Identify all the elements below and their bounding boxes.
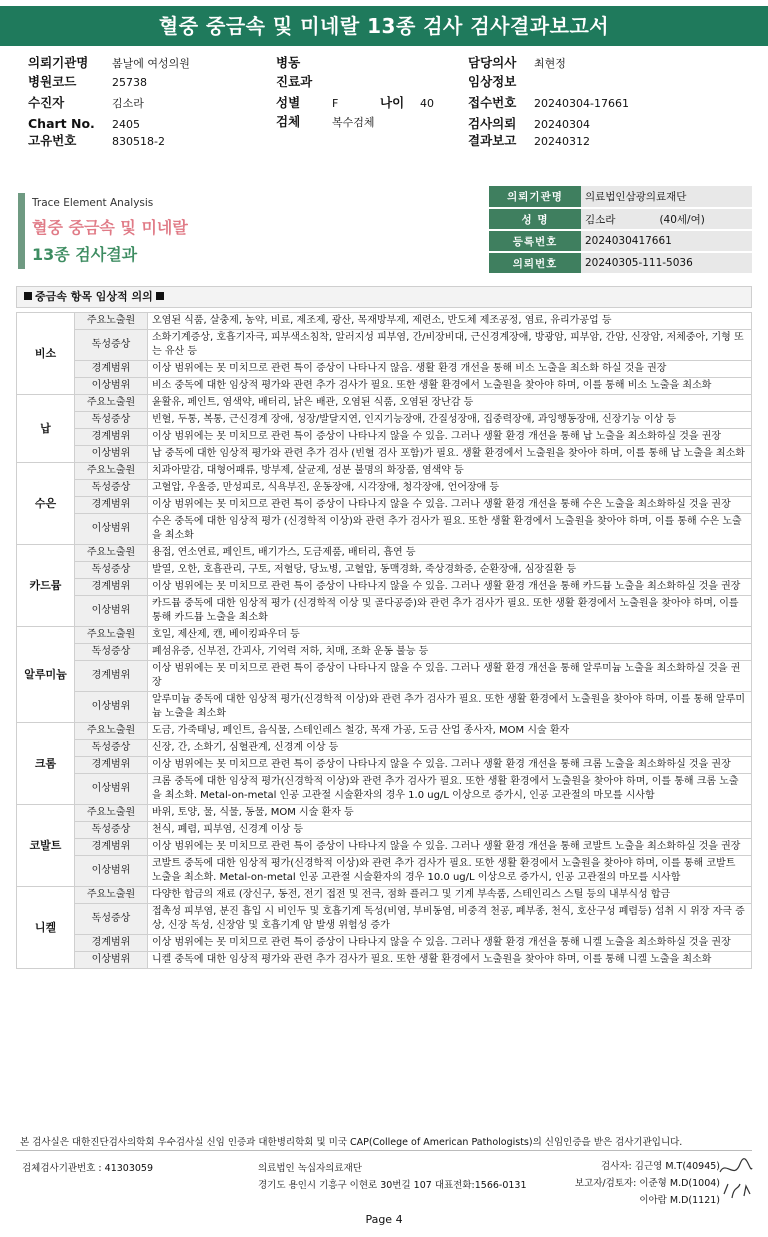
clinical-label: 임상정보 bbox=[468, 74, 517, 89]
table-row bbox=[17, 412, 752, 429]
age-value: 40 bbox=[420, 97, 434, 110]
age-label: 나이 bbox=[380, 95, 405, 110]
category-label: 주요노출원 bbox=[75, 887, 148, 904]
category-label: 경계범위 bbox=[75, 429, 148, 446]
table-row bbox=[17, 596, 752, 627]
organization-address: 경기도 용인시 기흥구 이현로 30번길 107 대표전화:1566-0131 bbox=[258, 1180, 527, 1191]
table-row bbox=[17, 378, 752, 395]
dept-label: 진료과 bbox=[276, 74, 313, 89]
category-label: 경계범위 bbox=[75, 579, 148, 596]
chart-value: 2405 bbox=[112, 118, 140, 131]
category-label: 이상범위 bbox=[75, 856, 148, 887]
category-label: 이상범위 bbox=[75, 952, 148, 969]
chart-label: Chart No. bbox=[28, 116, 95, 131]
category-description: 천식, 폐렴, 피부염, 신경계 이상 등 bbox=[148, 822, 752, 839]
request-value: 20240304 bbox=[534, 118, 590, 131]
summary-key: 등록번호 bbox=[489, 230, 581, 252]
clinical-significance-table bbox=[16, 312, 752, 969]
table-row bbox=[17, 429, 752, 446]
specimen-label: 검체 bbox=[276, 114, 301, 129]
receipt-label: 접수번호 bbox=[468, 95, 517, 110]
category-label: 독성증상 bbox=[75, 644, 148, 661]
summary-row bbox=[489, 208, 752, 230]
element-name: 납 bbox=[17, 395, 75, 463]
element-name: 알루미늄 bbox=[17, 627, 75, 723]
category-label: 경계범위 bbox=[75, 661, 148, 692]
category-description: 신장, 간, 소화기, 심혈관계, 신경계 이상 등 bbox=[148, 740, 752, 757]
table-row bbox=[17, 805, 752, 822]
signatories bbox=[560, 1158, 720, 1209]
table-row bbox=[17, 463, 752, 480]
category-label: 주요노출원 bbox=[75, 545, 148, 562]
institution-label: 의뢰기관명 bbox=[28, 55, 89, 70]
category-label: 독성증상 bbox=[75, 904, 148, 935]
category-description: 코발트 중독에 대한 임상적 평가(신경학적 이상)와 관련 추가 검사가 필요. 또한 생활 환경에서 노출원을 찾아야 하며, 이를 통해 코발트 노출을 최소화. Metal-on-metal 인공 고관절 시술환자의 경우 10.0 ug/L 이상으로 증가시, 인공 고관절의 마모를 시사함 bbox=[148, 856, 752, 887]
category-label: 독성증상 bbox=[75, 562, 148, 579]
table-row bbox=[17, 822, 752, 839]
signature-image bbox=[716, 1154, 756, 1204]
analysis-title-ko-line2: 13종 검사결과 bbox=[32, 245, 138, 264]
summary-value: 의료법인삼광의료재단 bbox=[581, 186, 752, 208]
category-label: 주요노출원 bbox=[75, 313, 148, 330]
institution-value: 봄날에 여성의원 bbox=[112, 57, 190, 70]
doctor-label: 담당의사 bbox=[468, 55, 517, 70]
category-description: 납 중독에 대한 임상적 평가와 관련 추가 검사 (빈혈 검사 포함)가 필요. 생활 환경에서 노출원을 찾아야 하며, 이를 통해 납 노출을 최소화 bbox=[148, 446, 752, 463]
summary-value bbox=[581, 208, 752, 230]
element-name: 니켈 bbox=[17, 887, 75, 969]
request-label: 검사의뢰 bbox=[468, 116, 517, 131]
category-label: 독성증상 bbox=[75, 822, 148, 839]
category-description: 폐섬유증, 신부전, 간괴사, 기억력 저하, 치매, 조화 운동 불능 등 bbox=[148, 644, 752, 661]
receipt-value: 20240304-17661 bbox=[534, 97, 629, 110]
report-header bbox=[0, 0, 768, 50]
category-label: 경계범위 bbox=[75, 839, 148, 856]
ward-label: 병동 bbox=[276, 55, 301, 70]
patient-summary-table bbox=[489, 186, 752, 275]
square-bullet-icon bbox=[24, 292, 32, 300]
table-row bbox=[17, 661, 752, 692]
title-accent-bar bbox=[18, 193, 25, 269]
analysis-title-box bbox=[18, 193, 458, 273]
category-description: 오염된 식품, 살충제, 농약, 비료, 제조제, 광산, 목재방부제, 제련소, 반도체 제조공정, 염료, 유리가공업 등 bbox=[148, 313, 752, 330]
category-label: 주요노출원 bbox=[75, 627, 148, 644]
table-row bbox=[17, 497, 752, 514]
category-description: 고혈압, 우울증, 만성피로, 식욕부진, 운동장애, 시각장애, 청각장애, 언어장애 등 bbox=[148, 480, 752, 497]
reporter-name: 보고자/검토자: 이준형 M.D(1004) bbox=[574, 1178, 720, 1189]
summary-key: 성 명 bbox=[489, 208, 581, 230]
category-label: 독성증상 bbox=[75, 480, 148, 497]
report-label: 결과보고 bbox=[468, 133, 517, 148]
summary-name: 김소라 bbox=[585, 213, 616, 226]
category-label: 주요노출원 bbox=[75, 395, 148, 412]
table-row bbox=[17, 446, 752, 463]
tester-name: 검사자: 김근영 M.T(40945) bbox=[601, 1161, 720, 1172]
element-name: 코발트 bbox=[17, 805, 75, 887]
category-description: 치과아말감, 대형어패류, 방부제, 살균제, 성분 불명의 화장품, 염색약 등 bbox=[148, 463, 752, 480]
category-description: 접촉성 피부염, 분진 흡입 시 비인두 및 호흡기계 독성(비염, 부비동염, 비중격 천공, 폐부종, 천식, 호산구성 폐렴등) 섭취 시 위장 자극 증상, 신장 독성, 신장암 및 호흡기계 암 발생 위험성 증가 bbox=[148, 904, 752, 935]
summary-age-sex: (40세/여) bbox=[659, 213, 705, 226]
category-description: 수은 중독에 대한 임상적 평가 (신경학적 이상)와 관련 추가 검사가 필요. 또한 생활 환경에서 노출원을 찾아야 하며, 이를 통해 수은 노출을 최소화 bbox=[148, 514, 752, 545]
summary-row bbox=[489, 252, 752, 274]
table-row bbox=[17, 904, 752, 935]
table-row bbox=[17, 839, 752, 856]
section-title: 중금속 항목 임상적 의의 bbox=[35, 290, 153, 303]
category-label: 경계범위 bbox=[75, 497, 148, 514]
table-row bbox=[17, 627, 752, 644]
id-label: 고유번호 bbox=[28, 133, 77, 148]
square-bullet-icon bbox=[156, 292, 164, 300]
category-description: 이상 범위에는 못 미치므로 관련 특이 증상이 나타나지 않을 수 있음. 그러나 생활 환경 개선을 통해 수은 노출을 최소화하실 것을 권장 bbox=[148, 497, 752, 514]
category-label: 주요노출원 bbox=[75, 723, 148, 740]
table-row bbox=[17, 856, 752, 887]
table-row bbox=[17, 395, 752, 412]
reporter2-name: 이아람 M.D(1121) bbox=[639, 1195, 720, 1206]
category-description: 발열, 오한, 호흡관리, 구토, 저혈당, 당뇨병, 고혈압, 동맥경화, 죽상경화증, 순환장애, 심장질환 등 bbox=[148, 562, 752, 579]
table-row bbox=[17, 545, 752, 562]
patient-value: 김소라 bbox=[112, 97, 144, 110]
specimen-value: 복수검체 bbox=[332, 116, 375, 129]
footer-divider bbox=[16, 1150, 752, 1151]
category-description: 이상 범위에는 못 미치므로 관련 특이 증상이 나타나지 않을 수 있음. 그러나 생활 환경 개선을 통해 코발트 노출을 최소화하실 것을 권장 bbox=[148, 839, 752, 856]
category-description: 이상 범위에는 못 미치므로 관련 특이 증상이 나타나지 않을 수 있음. 그러나 생활 환경 개선을 통해 니켈 노출을 최소화하실 것을 권장 bbox=[148, 935, 752, 952]
element-name: 카드뮴 bbox=[17, 545, 75, 627]
report-value: 20240312 bbox=[534, 135, 590, 148]
category-label: 주요노출원 bbox=[75, 463, 148, 480]
category-description: 이상 범위에는 못 미치므로 관련 특이 증상이 나타나지 않을 수 있음. 그러나 생활 환경 개선을 통해 납 노출을 최소화하실 것을 권장 bbox=[148, 429, 752, 446]
section-header bbox=[16, 286, 752, 308]
sex-value: F bbox=[332, 97, 339, 110]
table-row bbox=[17, 774, 752, 805]
analysis-title-ko-line1: 혈중 중금속 및 미네랄 bbox=[32, 218, 188, 237]
element-name: 크롬 bbox=[17, 723, 75, 805]
table-row bbox=[17, 692, 752, 723]
lab-number: 검체검사기관번호 : 41303059 bbox=[22, 1163, 154, 1174]
table-row bbox=[17, 313, 752, 330]
category-label: 독성증상 bbox=[75, 412, 148, 429]
table-row bbox=[17, 480, 752, 497]
patient-label: 수진자 bbox=[28, 95, 65, 110]
table-row bbox=[17, 579, 752, 596]
summary-value: 20240305-111-5036 bbox=[581, 252, 752, 274]
table-row bbox=[17, 887, 752, 904]
sex-label: 성별 bbox=[276, 95, 301, 110]
category-label: 주요노출원 bbox=[75, 805, 148, 822]
category-description: 호일, 제산제, 캔, 베이킹파우더 등 bbox=[148, 627, 752, 644]
organization-name: 의료법인 녹십자의료재단 bbox=[258, 1163, 362, 1174]
certification-note: 본 검사실은 대한진단검사의학회 우수검사실 신임 인증과 대한병리학회 및 미국 CAP(College of American Pathologists)의 신임인증을 받은 검사기관입니다. bbox=[20, 1137, 683, 1148]
id-value: 830518-2 bbox=[112, 135, 165, 148]
summary-key: 의뢰번호 bbox=[489, 252, 581, 274]
category-label: 이상범위 bbox=[75, 774, 148, 805]
category-description: 니켈 중독에 대한 임상적 평가와 관련 추가 검사가 필요. 또한 생활 환경에서 노출원을 찾아야 하며, 이를 통해 니켈 노출을 최소화 bbox=[148, 952, 752, 969]
category-label: 경계범위 bbox=[75, 757, 148, 774]
report-title: 혈중 중금속 및 미네랄 13종 검사 검사결과보고서 bbox=[0, 6, 768, 46]
summary-key: 의뢰기관명 bbox=[489, 186, 581, 208]
table-row bbox=[17, 361, 752, 378]
summary-row bbox=[489, 186, 752, 208]
category-description: 이상 범위에는 못 미치므로 관련 특이 증상이 나타나지 않을 수 있음. 그러나 생활 환경 개선을 통해 카드뮴 노출을 최소화하실 것을 권장 bbox=[148, 579, 752, 596]
table-row bbox=[17, 757, 752, 774]
table-row bbox=[17, 935, 752, 952]
category-description: 알루미늄 중독에 대한 임상적 평가(신경학적 이상)와 관련 추가 검사가 필요. 또한 생활 환경에서 노출원을 찾아야 하며, 이를 통해 알루미늄 노출을 최소화 bbox=[148, 692, 752, 723]
category-description: 윤활유, 페인트, 염색약, 배터리, 낡은 배관, 오염된 식품, 오염된 장난감 등 bbox=[148, 395, 752, 412]
element-name: 비소 bbox=[17, 313, 75, 395]
category-description: 이상 범위에는 못 미치므로 관련 특이 증상이 나타나지 않을 수 있음. 그러나 생활 환경 개선을 통해 크롬 노출을 최소화하실 것을 권장 bbox=[148, 757, 752, 774]
table-row bbox=[17, 514, 752, 545]
category-description: 비소 중독에 대한 임상적 평가와 관련 추가 검사가 필요. 또한 생활 환경에서 노출원을 찾아야 하며, 이를 통해 비소 노출을 최소화 bbox=[148, 378, 752, 395]
element-name: 수은 bbox=[17, 463, 75, 545]
category-description: 크롬 중독에 대한 임상적 평가(신경학적 이상)와 관련 추가 검사가 필요. 또한 생활 환경에서 노출원을 찾아야 하며, 이를 통해 크롬 노출을 최소화. Metal-on-metal 인공 고관절 시술환자의 경우 1.0 ug/L 이상으로 증가시, 인공 고관절의 마모를 시사함 bbox=[148, 774, 752, 805]
table-row bbox=[17, 952, 752, 969]
hospital-code-value: 25738 bbox=[112, 76, 147, 89]
table-row bbox=[17, 644, 752, 661]
category-description: 도금, 가죽태닝, 페인트, 음식물, 스테인레스 철강, 목재 가공, 도금 산업 종사자, MOM 시술 환자 bbox=[148, 723, 752, 740]
summary-row bbox=[489, 230, 752, 252]
category-description: 용접, 연소연료, 페인트, 배기가스, 도금제품, 배터리, 흡연 등 bbox=[148, 545, 752, 562]
page-number: Page 4 bbox=[365, 1213, 403, 1226]
category-description: 이상 범위에는 못 미치므로 관련 특이 증상이 나타나지 않음. 생활 환경 개선을 통해 비소 노출을 최소화 하실 것을 권장 bbox=[148, 361, 752, 378]
category-description: 바위, 토양, 물, 식물, 동물, MOM 시술 환자 등 bbox=[148, 805, 752, 822]
category-label: 이상범위 bbox=[75, 692, 148, 723]
category-label: 이상범위 bbox=[75, 378, 148, 395]
category-label: 경계범위 bbox=[75, 935, 148, 952]
category-description: 다양한 합금의 재료 (장신구, 동전, 전기 접전 및 전극, 점화 플러그 및 기계 부속품, 스테인리스 스틸 등의 내부식성 합금 bbox=[148, 887, 752, 904]
doctor-value: 최현정 bbox=[534, 57, 566, 70]
category-description: 소화기계증상, 호흡기자극, 피부색소침착, 알러지성 피부염, 간/비장비대, 근신경계장애, 방광암, 피부암, 간암, 신장암, 저체중아, 기형 또는 유산 등 bbox=[148, 330, 752, 361]
category-label: 이상범위 bbox=[75, 514, 148, 545]
table-row bbox=[17, 723, 752, 740]
category-label: 독성증상 bbox=[75, 330, 148, 361]
table-row bbox=[17, 562, 752, 579]
category-description: 카드뮴 중독에 대한 임상적 평가 (신경학적 이상 및 골다공증)와 관련 추가 검사가 필요. 또한 생활 환경에서 노출원을 찾아야 하며, 이를 통해 카드뮴 노출을 최소화 bbox=[148, 596, 752, 627]
category-description: 이상 범위에는 못 미치므로 관련 특이 증상이 나타나지 않을 수 있음. 그러나 생활 환경 개선을 통해 알루미늄 노출을 최소화하실 것을 권장 bbox=[148, 661, 752, 692]
category-description: 빈혈, 두통, 복통, 근신경계 장애, 성장/발달지연, 인지기능장애, 간질성장애, 집중력장애, 과잉행동장애, 신장기능 이상 등 bbox=[148, 412, 752, 429]
category-label: 독성증상 bbox=[75, 740, 148, 757]
summary-value: 2024030417661 bbox=[581, 230, 752, 252]
analysis-title-en: Trace Element Analysis bbox=[32, 197, 154, 209]
category-label: 경계범위 bbox=[75, 361, 148, 378]
hospital-code-label: 병원코드 bbox=[28, 74, 77, 89]
category-label: 이상범위 bbox=[75, 446, 148, 463]
table-row bbox=[17, 330, 752, 361]
category-label: 이상범위 bbox=[75, 596, 148, 627]
table-row bbox=[17, 740, 752, 757]
